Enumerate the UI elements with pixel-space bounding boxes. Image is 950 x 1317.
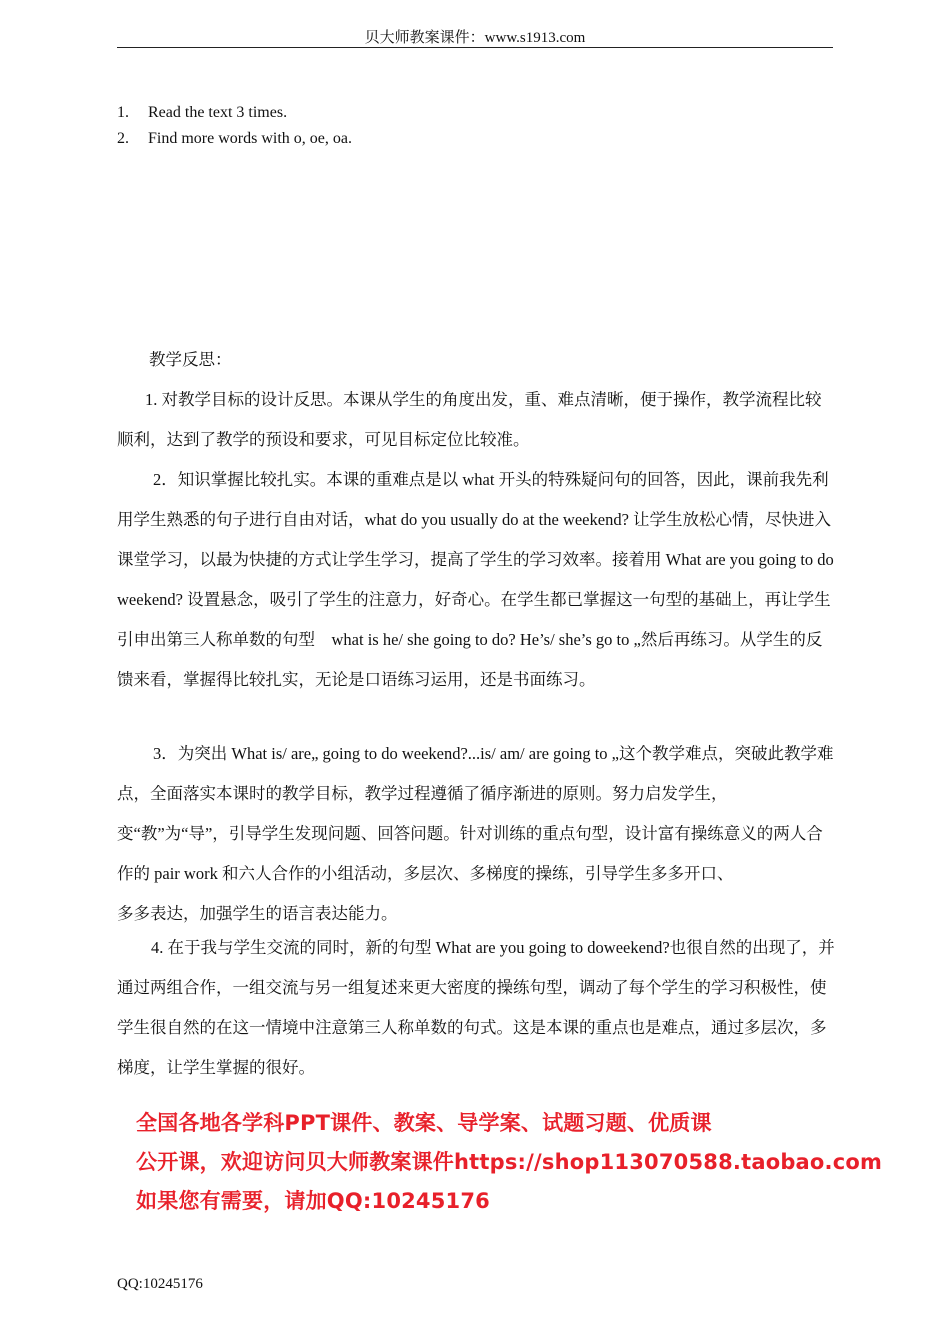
promo-line-1: 全国各地各学科PPT课件、教案、导学案、试题习题、优质课: [136, 1111, 712, 1135]
reflection-paragraph-3: 3．为突出 What is/ are„ going to do weekend?...is/ am/ are going to „这个教学难点，突破此教学难点，全面落实本课时的教学目标，教学过程遵循了循序渐进的原则。努力启发学生，变“教”为“导”，引导学生发现问题、回答问题。针对训练的重点句型，设计富有操练意义的两人合作的 pair work 和六人合作的小组活动，多层次、多梯度的操练，引导学生多多开口、: [117, 744, 834, 883]
promo-line-3: 如果您有需要，请加QQ:10245176: [136, 1189, 490, 1213]
page-footer: QQ:10245176: [117, 1276, 203, 1292]
page-header: 贝大师教案课件：www.s1913.com: [364, 30, 586, 46]
reflection-title: 教学反思：: [149, 350, 232, 369]
reflection-paragraph-3-end: 多多表达，加强学生的语言表达能力。: [117, 904, 398, 923]
reflection-paragraph-1: 1. 对教学目标的设计反思。本课从学生的角度出发，重、难点清晰，便于操作，教学流程比较顺利，达到了教学的预设和要求，可见目标定位比较准。: [117, 390, 822, 449]
list-item: [117, 102, 833, 128]
promo-line-2[interactable]: 公开课，欢迎访问贝大师教案课件https://shop113070588.taobao.com: [136, 1150, 883, 1174]
list-text: Read the text 3 times.: [148, 104, 288, 121]
list-text: Find more words with o, oe, oa.: [148, 130, 352, 147]
reflection-paragraph-2: 2．知识掌握比较扎实。本课的重难点是以 what 开头的特殊疑问句的回答，因此，课前我先利用学生熟悉的句子进行自由对话，what do you usually do at the weekend? 让学生放松心情，尽快进入课堂学习，以最为快捷的方式让学生学习，提高了学生的学习效率。接着用 What are you going to do weekend? 设置悬念，吸引了学生的注意力，好奇心。在学生都已掌握这一句型的基础上，再让学生引申出第三人称单数的句型 what is he/ she going to do? He’s/ she’s go to „然后再练习。从学生的反馈来看，掌握得比较扎实，无论是口语练习运用，还是书面练习。: [117, 470, 834, 689]
list-number: 2.: [117, 130, 129, 147]
reflection-section: [117, 340, 835, 1088]
header-divider: [117, 47, 833, 48]
reflection-paragraph-4: 4. 在于我与学生交流的同时，新的句型 What are you going to doweekend?也很自然的出现了，并通过两组合作，一组交流与另一组复述来更大密度的操练句型，调动了每个学生的学习积极性，使学生很自然的在这一情境中注意第三人称单数的句式。这是本课的重点也是难点，通过多层次，多梯度，让学生掌握的很好。: [117, 938, 835, 1077]
promo-banner: [136, 1104, 883, 1221]
list-item: [117, 128, 833, 154]
list-number: 1.: [117, 104, 129, 121]
homework-list: [117, 102, 833, 154]
